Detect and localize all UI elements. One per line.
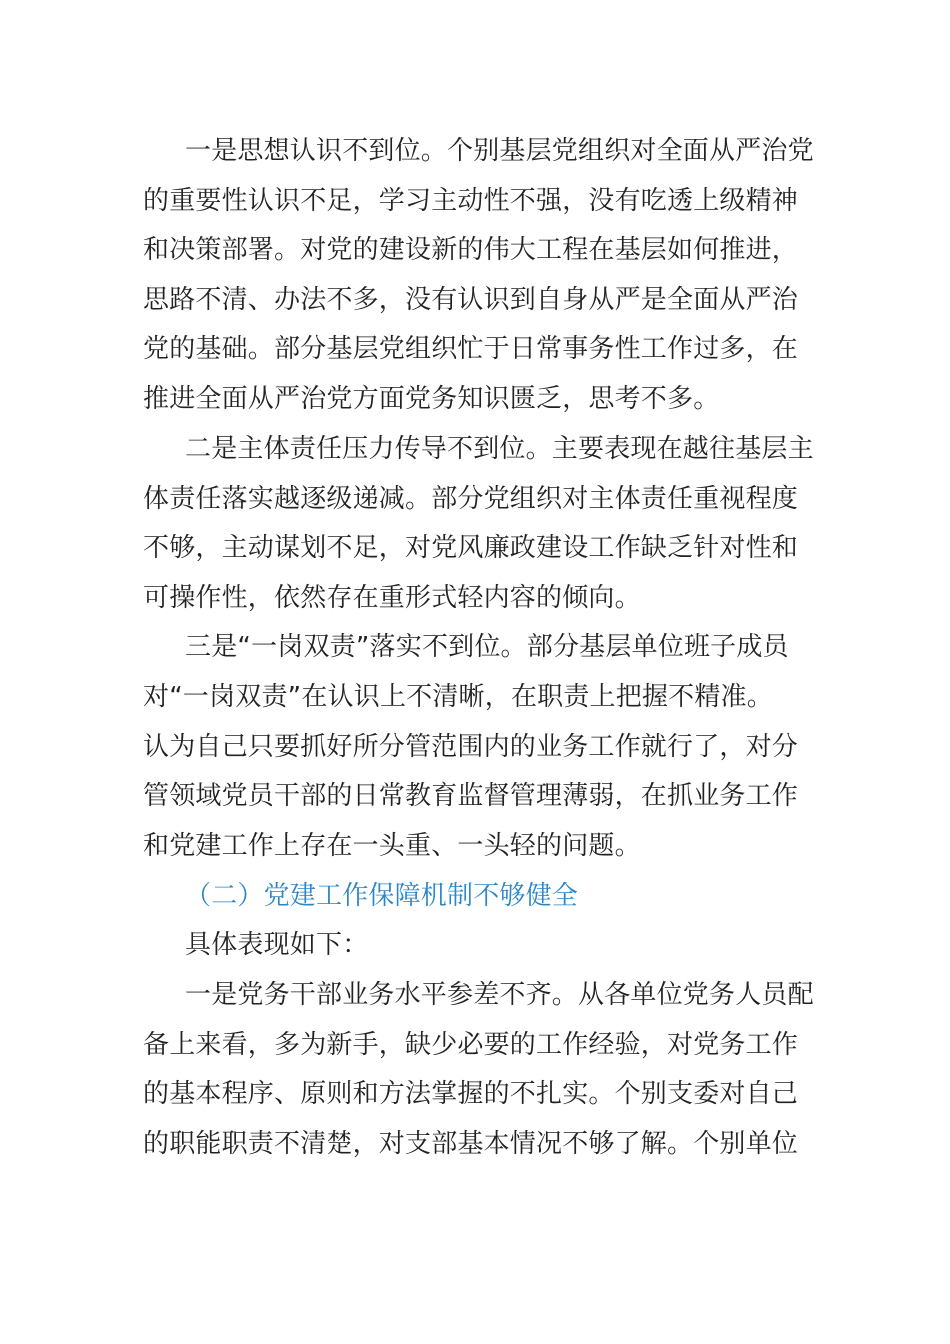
paragraph-line: 体责任落实越逐级递减。部分党组织对主体责任重视程度 — [143, 484, 799, 514]
paragraph-line: 的基本程序、原则和方法掌握的不扎实。个别支委对自己 — [143, 1079, 799, 1109]
paragraph-line: 的职能职责不清楚，对支部基本情况不够了解。个别单位 — [143, 1129, 799, 1159]
paragraph-line: 和党建工作上存在一头重、一头轻的问题。 — [143, 831, 641, 861]
paragraph-line: 一是党务干部业务水平参差不齐。从各单位党务人员配 — [185, 980, 814, 1010]
paragraph-line: 思路不清、办法不多，没有认识到自身从严是全面从严治 — [143, 285, 799, 315]
paragraph-line: 不够，主动谋划不足，对党风廉政建设工作缺乏针对性和 — [143, 533, 799, 563]
section-heading: （二）党建工作保障机制不够健全 — [185, 881, 579, 911]
paragraph-line: 一是思想认识不到位。个别基层党组织对全面从严治党 — [185, 136, 814, 166]
paragraph-line: 二是主体责任压力传导不到位。主要表现在越往基层主 — [185, 434, 814, 464]
paragraph-line: 具体表现如下： — [185, 930, 369, 960]
paragraph-line: 党的基础。部分基层党组织忙于日常事务性工作过多，在 — [143, 334, 799, 364]
paragraph-line: 可操作性，依然存在重形式轻内容的倾向。 — [143, 583, 641, 613]
paragraph-line: 管领域党员干部的日常教育监督管理薄弱，在抓业务工作 — [143, 781, 799, 811]
paragraph-line: 三是“一岗双责”落实不到位。部分基层单位班子成员 — [185, 632, 789, 662]
paragraph-line: 备上来看，多为新手，缺少必要的工作经验，对党务工作 — [143, 1030, 799, 1060]
paragraph-line: 的重要性认识不足，学习主动性不强，没有吃透上级精神 — [143, 186, 799, 216]
paragraph-line: 和决策部署。对党的建设新的伟大工程在基层如何推进， — [143, 235, 799, 265]
paragraph-line: 推进全面从严治党方面党务知识匮乏，思考不多。 — [143, 384, 720, 414]
paragraph-line: 对“一岗双责”在认识上不清晰，在职责上把握不精准。 — [143, 682, 773, 712]
paragraph-line: 认为自己只要抓好所分管范围内的业务工作就行了，对分 — [143, 732, 799, 762]
